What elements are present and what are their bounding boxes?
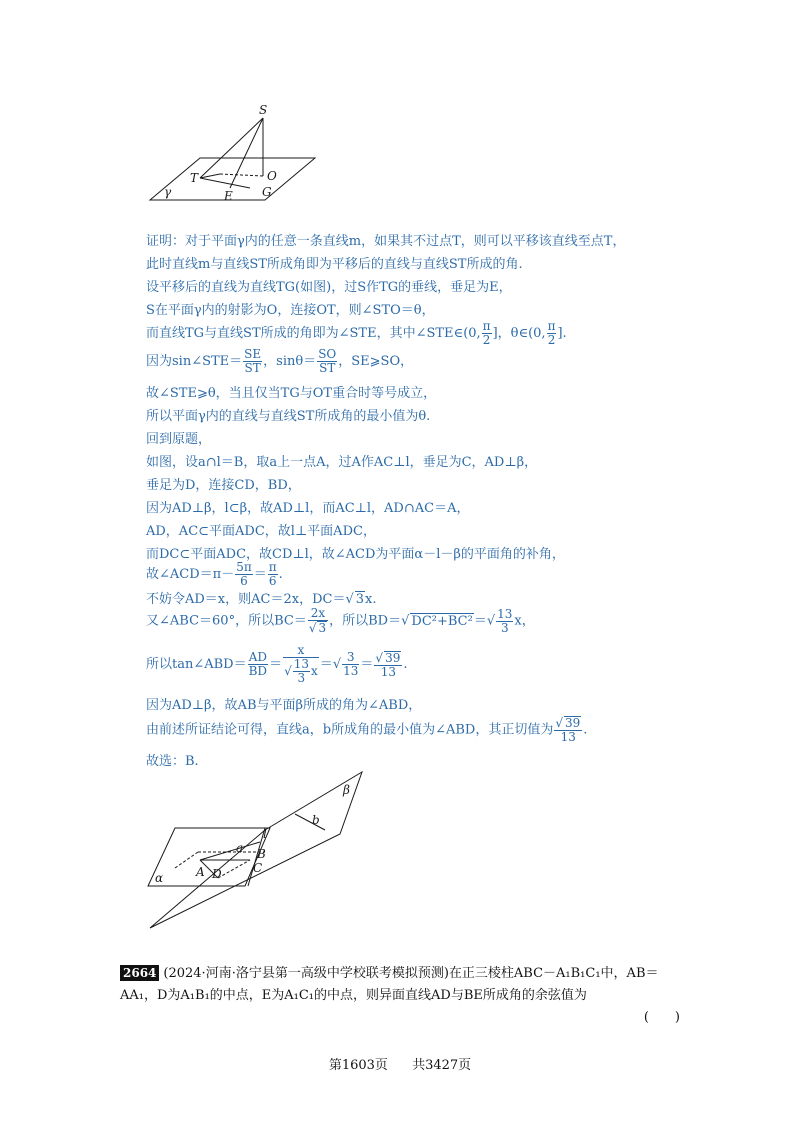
text: ，所以BD＝ xyxy=(329,613,402,629)
frac-num: SO xyxy=(318,347,337,361)
text: 而直线TG与直线ST所成的角即为∠STE，其中∠STE∈ xyxy=(146,326,464,341)
solution-line: 不妨令AD＝x，则AC＝2x，DC＝√ 3x. xyxy=(146,592,377,607)
fraction xyxy=(308,607,328,635)
frac-num: π xyxy=(268,560,277,574)
figure-plane-gamma xyxy=(140,96,320,208)
frac-num: x xyxy=(283,644,319,658)
page-number: 第1603页 xyxy=(328,1058,388,1073)
fraction xyxy=(248,651,268,678)
text: . xyxy=(403,657,408,672)
label-b: b xyxy=(312,813,320,827)
solution-line xyxy=(146,348,413,375)
frac-den: 13 xyxy=(380,664,397,679)
label-l: l xyxy=(263,827,267,841)
frac-den: √ $\frac{13}{3}$ x xyxy=(284,657,318,685)
label-beta: β xyxy=(343,783,350,797)
fraction xyxy=(243,348,262,375)
frac-den: ST xyxy=(319,361,336,375)
frac-den: 6 xyxy=(268,574,277,588)
solution-line xyxy=(146,561,283,588)
fraction xyxy=(374,651,402,679)
frac-num: SE xyxy=(244,347,262,361)
sqrt: 3 xyxy=(318,621,327,635)
frac-den: 3 xyxy=(500,620,509,635)
text: ＝ xyxy=(473,613,487,629)
solution-line xyxy=(146,716,587,744)
problem-text: (2024·河南·洛宁县第一高级中学校联考模拟预测)在正三棱柱ABC－A₁B₁C₁中，AB＝AA₁，D为A₁B₁的中点，E为A₁C₁的中点，则异面直线AD与BE所成角的余弦值为 xyxy=(120,966,659,1003)
text: ]，θ∈(0, xyxy=(492,326,546,341)
fraction xyxy=(342,651,359,678)
fraction xyxy=(547,320,557,347)
label-alpha: α xyxy=(155,871,164,885)
fraction xyxy=(293,658,310,685)
text: x， xyxy=(514,613,535,629)
frac-den: 3 xyxy=(297,671,306,685)
sqrt: 39 xyxy=(385,650,401,665)
sqrt: 39 xyxy=(565,716,581,730)
solution-line: 设平移后的直线为直线TG(如图)，过S作TG的垂线，垂足为E， xyxy=(146,280,512,295)
label-A: A xyxy=(196,865,205,879)
solution-line: 证明：对于平面γ内的任意一条直线m，如果其不过点T，则可以平移该直线至点T， xyxy=(146,234,626,249)
frac-den: BD xyxy=(248,664,268,678)
fraction xyxy=(235,561,253,588)
label-T: T xyxy=(190,171,199,185)
fraction xyxy=(554,716,582,744)
solution-line: 因为AD⊥β，故AB与平面β所成的角为∠ABD， xyxy=(146,698,422,713)
frac-den: ST xyxy=(244,361,261,375)
frac-num: 2x xyxy=(308,607,328,621)
label-S: S xyxy=(259,103,268,117)
text: ＝ xyxy=(253,567,267,582)
frac-den: 13 xyxy=(560,730,576,744)
text: x xyxy=(311,664,318,678)
fraction xyxy=(268,561,278,588)
text: 故∠ACD＝π－ xyxy=(146,567,235,582)
solution-line: S在平面γ内的射影为O，连接OT，则∠STO＝θ， xyxy=(146,303,435,318)
plane-beta xyxy=(150,772,362,928)
solution-line: 而DC⊂平面ADC，故CD⊥l，故∠ACD为平面α－l－β的平面角的补角， xyxy=(146,547,565,562)
solution-line: 故选：B. xyxy=(146,754,199,769)
page-total: 共3427页 xyxy=(412,1058,472,1073)
solution-line: 因为AD⊥β，l⊂β，故AD⊥l，而AC⊥l，AD∩AC＝A， xyxy=(146,501,470,516)
solution-line: 此时直线m与直线ST所成角即为平移后的直线与直线ST所成的角. xyxy=(146,257,523,272)
figure-planes-alpha-beta xyxy=(140,768,380,933)
solution-line: 所以tan∠ABD＝ $\frac{AD}{BD}$ ＝ x √ $\frac{13}{3}$ x ＝√ $\frac{3}{13}$ ＝ $\frac{√ 39}{13}$ . xyxy=(146,643,408,685)
solution-line: 垂足为D，连接CD，BD， xyxy=(146,478,301,493)
solution-line xyxy=(146,320,567,347)
label-a: a xyxy=(236,841,244,855)
text: 由前述所证结论可得，直线a，b所成角的最小值为∠ABD，其正切值为 xyxy=(146,722,554,738)
text: (0, xyxy=(463,326,481,341)
fraction xyxy=(482,320,492,347)
label-B: B xyxy=(257,847,266,861)
sqrt: DC²+BC² xyxy=(411,613,473,629)
frac-den: 13 xyxy=(343,664,359,678)
text: 所以tan∠ABD＝ xyxy=(146,657,247,672)
label-O: O xyxy=(267,169,277,183)
text: . xyxy=(583,722,588,738)
frac-den: √ 3 xyxy=(308,621,327,635)
text: ＝ xyxy=(360,657,374,672)
frac-num: √ 39 xyxy=(375,650,401,665)
text: 又∠ABC＝60°，所以BC＝ xyxy=(146,613,307,629)
text: x. xyxy=(365,592,377,607)
frac-num: 13 xyxy=(293,657,310,671)
text: ]. xyxy=(557,326,567,341)
problem-number: 2664 xyxy=(120,965,159,981)
sqrt: 3 xyxy=(355,592,365,607)
solution-line: 如图，设a∩l＝B，取a上一点A，过A作AC⊥l，垂足为C，AD⊥β， xyxy=(146,455,538,470)
answer-paren: ( ) xyxy=(643,1010,680,1025)
page-footer xyxy=(0,1054,800,1073)
fraction xyxy=(496,608,513,635)
frac-num: √ 39 xyxy=(555,716,581,730)
solution-line: 又∠ABC＝60°，所以BC＝ $\frac{2x}{√ 3}$ ，所以BD＝√ DC²+BC²＝√ $\frac{13}{3}$ x， xyxy=(146,606,535,635)
label-C: C xyxy=(253,861,263,875)
frac-den: 2 xyxy=(482,333,491,347)
problem-2664 xyxy=(120,963,680,1025)
text: ，SE⩾SO， xyxy=(338,354,414,369)
text: ＝ xyxy=(319,657,333,672)
frac-num: 13 xyxy=(497,606,513,621)
fraction xyxy=(317,348,337,375)
frac-num: 3 xyxy=(342,651,359,665)
frac-num: π xyxy=(547,319,556,333)
frac-den: 6 xyxy=(240,574,248,588)
text: ＝ xyxy=(269,657,283,672)
fraction xyxy=(283,644,319,685)
solution-line: 所以平面γ内的直线与直线ST所成角的最小值为θ. xyxy=(146,409,431,424)
solution-line: 故∠STE⩾θ，当且仅当TG与OT重合时等号成立， xyxy=(146,386,437,401)
solution-line: 回到原题， xyxy=(146,432,212,447)
label-gamma: γ xyxy=(164,185,172,199)
label-D: D xyxy=(212,867,222,881)
text: . xyxy=(278,567,283,582)
frac-num: AD xyxy=(248,650,267,664)
label-G: G xyxy=(262,185,272,199)
text: 不妨令AD＝x，则AC＝2x，DC＝ xyxy=(146,592,346,607)
solution-line: AD，AC⊂平面ADC，故l⊥平面ADC， xyxy=(146,524,376,539)
frac-den: 2 xyxy=(547,333,556,347)
text: 因为sin∠STE＝ xyxy=(146,354,243,369)
frac-num: π xyxy=(482,319,491,333)
frac-num: 5π xyxy=(236,560,252,574)
text: ，sinθ＝ xyxy=(263,354,317,369)
label-E: E xyxy=(224,189,233,203)
